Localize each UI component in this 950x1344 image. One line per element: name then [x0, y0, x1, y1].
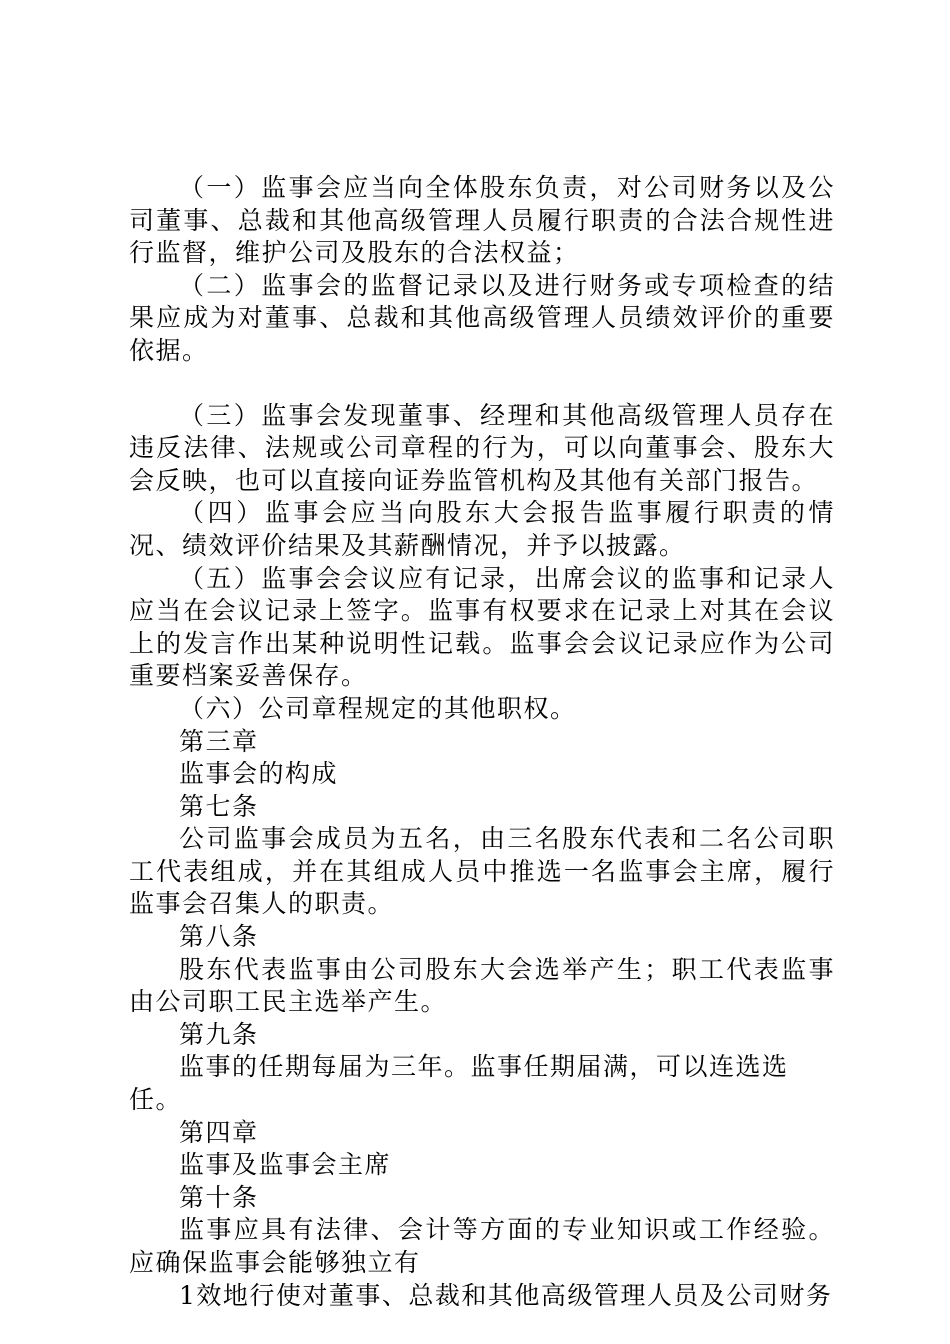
- paragraph-gap: [129, 368, 835, 400]
- paragraph-duty-3: （三）监事会发现董事、经理和其他高级管理人员存在违反法律、法规或公司章程的行为，可以向董事会、股东大会反映，也可以直接向证券监管机构及其他有关部门报告。: [129, 400, 835, 495]
- article-heading-10: 第十条: [179, 1182, 259, 1212]
- chapter-heading-4: 第四章: [179, 1117, 259, 1147]
- article-heading-7: 第七条: [179, 791, 259, 821]
- paragraph-duty-5: （五）监事会会议应有记录，出席会议的监事和记录人应当在会议记录上签字。监事有权要求在记录上对其在会议上的发言作出某种说明性记载。监事会会议记录应作为公司重要档案妥善保存。: [129, 563, 835, 691]
- paragraph-duty-1: （一）监事会应当向全体股东负责，对公司财务以及公司董事、总裁和其他高级管理人员履行职责的合法合规性进行监督，维护公司及股东的合法权益；: [129, 173, 835, 268]
- article-body-10: 监事应具有法律、会计等方面的专业知识或工作经验。应确保监事会能够独立有: [129, 1215, 835, 1277]
- paragraph-duty-4: （四）监事会应当向股东大会报告监事履行职责的情况、绩效评价结果及其薪酬情况，并予以披露。: [129, 498, 835, 560]
- paragraph-duty-2: （二）监事会的监督记录以及进行财务或专项检查的结果应成为对董事、总裁和其他高级管理人员绩效评价的重要依据。: [129, 270, 835, 365]
- document-body: [129, 172, 835, 1312]
- article-body-8: 股东代表监事由公司股东大会选举产生；职工代表监事由公司职工民主选举产生。: [129, 954, 835, 1017]
- article-heading-9: 第九条: [179, 1019, 259, 1049]
- article-body-9: 监事的任期每届为三年。监事任期届满，可以连选选任。: [129, 1052, 789, 1115]
- chapter-title-3: 监事会的构成: [179, 759, 339, 789]
- article-heading-8: 第八条: [179, 922, 259, 952]
- chapter-heading-3: 第三章: [179, 726, 259, 756]
- chapter-title-4: 监事及监事会主席: [179, 1150, 392, 1180]
- article-body-7: 公司监事会成员为五名，由三名股东代表和二名公司职工代表组成，并在其组成人员中推选一名监事会主席，履行监事会召集人的职责。: [129, 824, 835, 919]
- article-body-10-continued: 1效地行使对董事、总裁和其他高级管理人员及公司财务: [179, 1280, 833, 1310]
- paragraph-duty-6: （六）公司章程规定的其他职权。: [179, 693, 577, 723]
